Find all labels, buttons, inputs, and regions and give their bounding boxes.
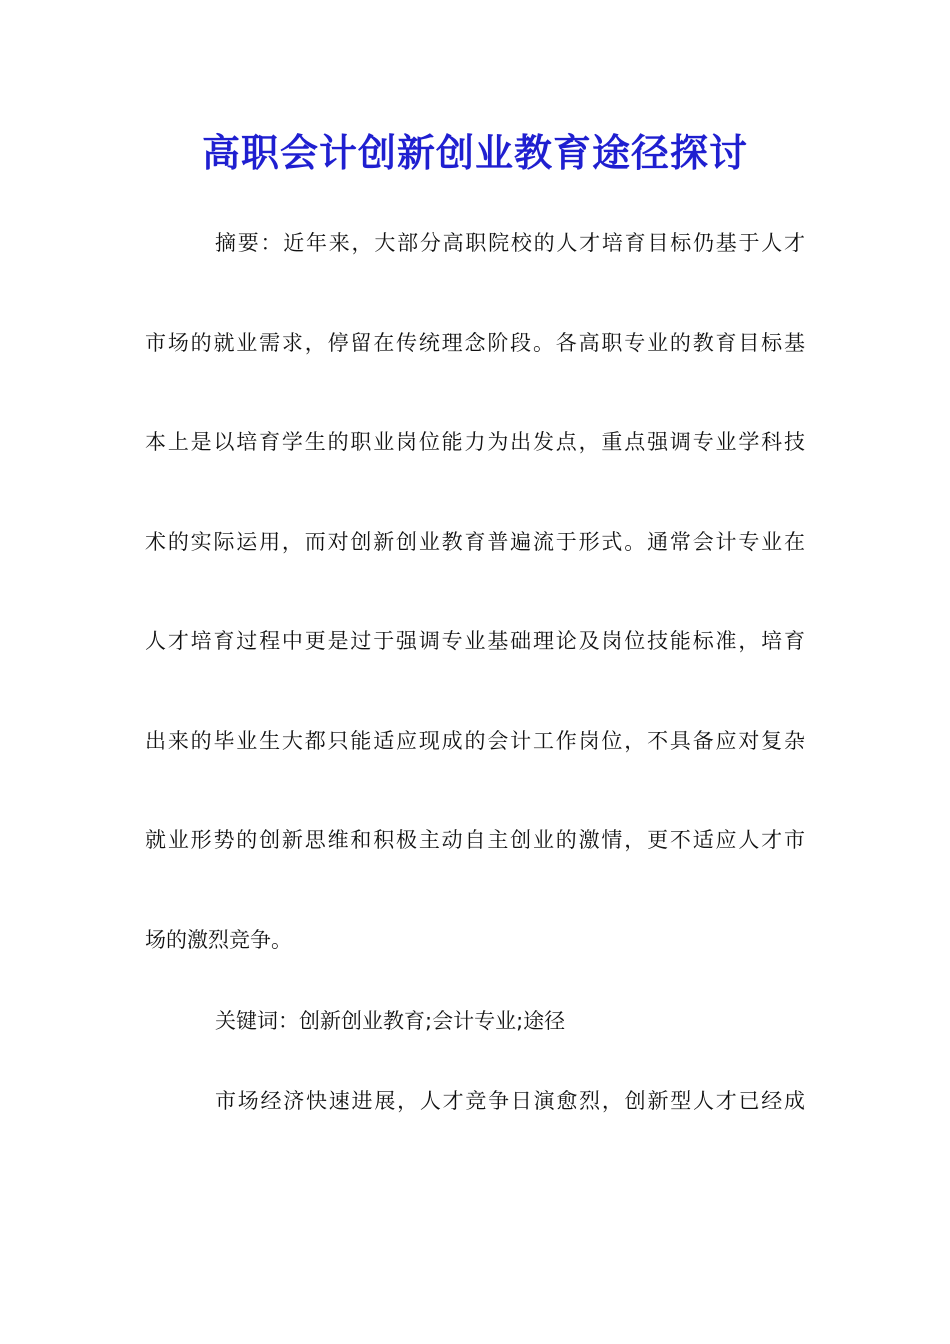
document-title: 高职会计创新创业教育途径探讨 <box>201 130 748 175</box>
abstract-line: 市场的就业需求，停留在传统理念阶段。各高职专业的教育目标基 <box>145 331 805 355</box>
abstract-line: 就业形势的创新思维和积极主动自主创业的激情，更不适应人才市 <box>145 828 805 852</box>
abstract-line: 术的实际运用，而对创新创业教育普遍流于形式。通常会计专业在 <box>145 530 805 554</box>
abstract-line: 摘要：近年来，大部分高职院校的人才培育目标仍基于人才 <box>215 231 805 255</box>
keywords-line: 关键词：创新创业教育;会计专业;途径 <box>215 1009 566 1033</box>
abstract-line: 出来的毕业生大都只能适应现成的会计工作岗位，不具备应对复杂 <box>145 729 805 753</box>
abstract-line: 场的激烈竞争。 <box>145 928 292 952</box>
abstract-line: 本上是以培育学生的职业岗位能力为出发点，重点强调专业学科技 <box>145 430 805 454</box>
abstract-line: 人才培育过程中更是过于强调专业基础理论及岗位技能标准，培育 <box>145 629 805 653</box>
body-paragraph-line: 市场经济快速进展，人才竞争日演愈烈，创新型人才已经成 <box>215 1089 805 1113</box>
